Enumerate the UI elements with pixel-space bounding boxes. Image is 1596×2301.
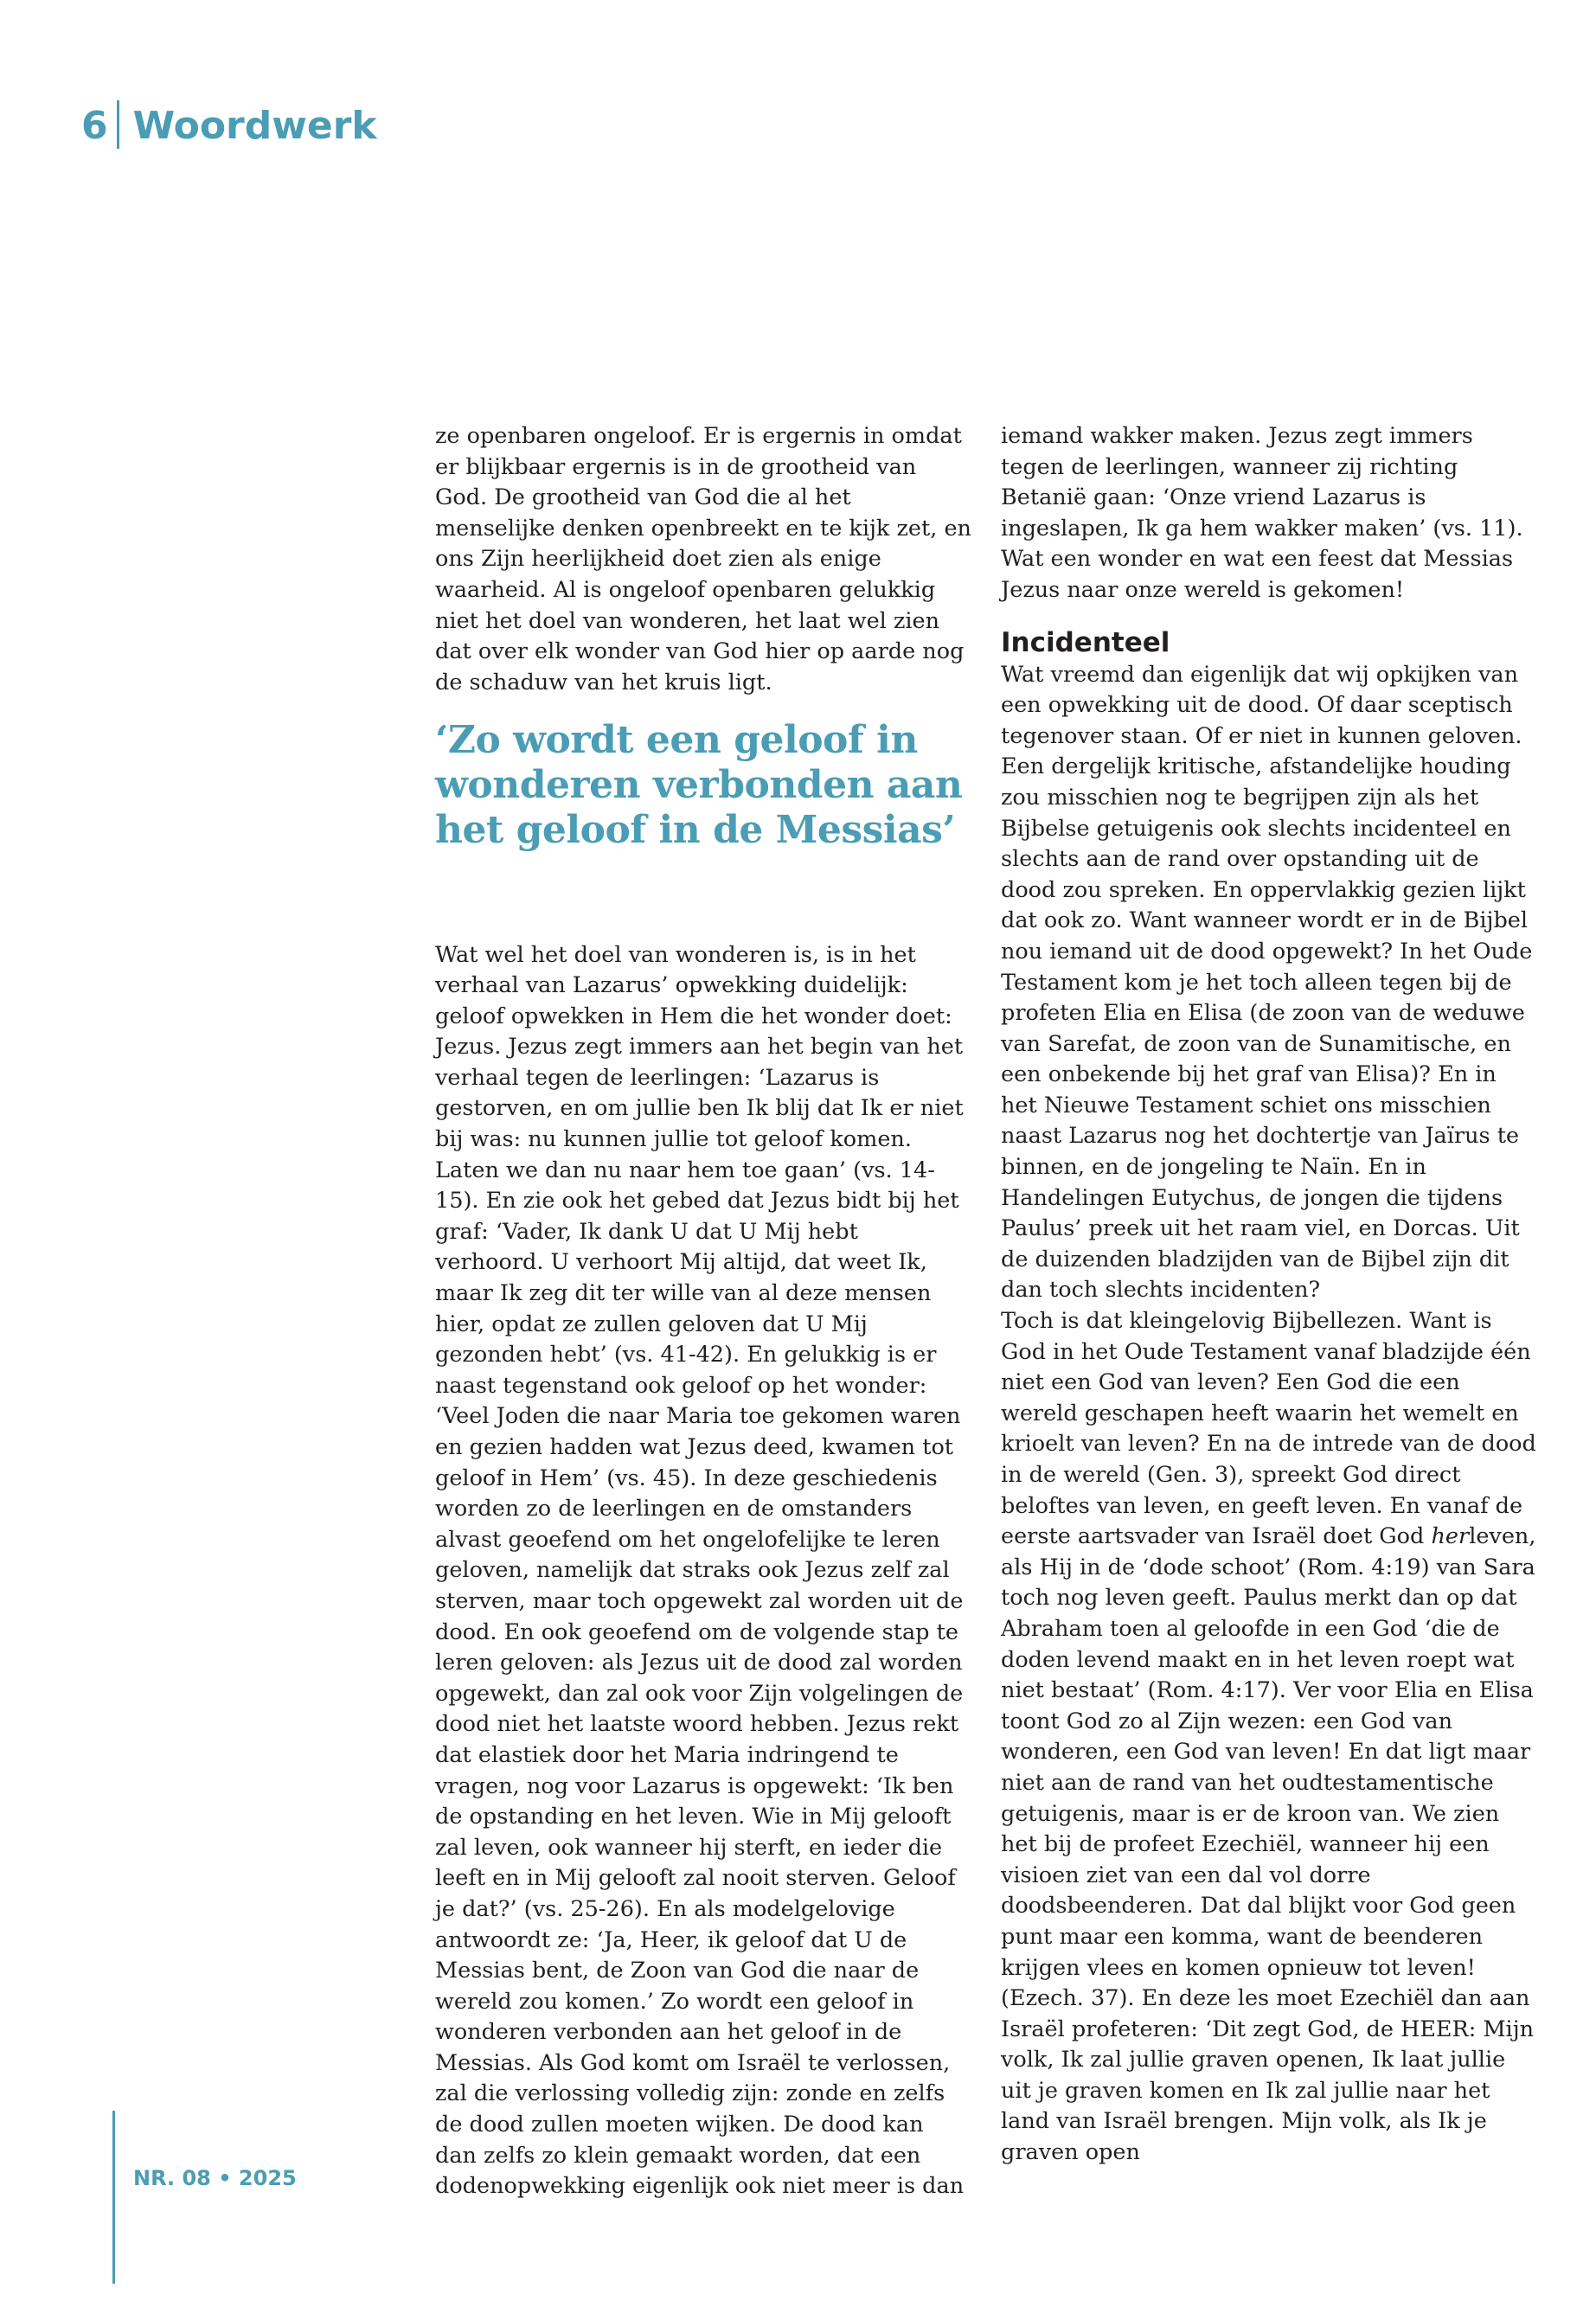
- section-title: Woordwerk: [132, 104, 377, 148]
- pull-quote: ‘Zo wordt een geloof in wonderen verbonden aan het geloof in de Messias’: [435, 718, 963, 852]
- right-paragraph-2: Wat vreemd dan eigenlijk dat wij opkijken van een opwekking uit de dood. Of daar sceptisch tegenover staan. Of er niet in kunnen geloven. Een dergelijk kritische, afstandelijke houding zou misschien nog te begrijpen zijn als het Bijbelse getuigenis ook slechts incidenteel en slechts aan de rand over opstanding uit de dood zou spreken. En oppervlakkig gezien lijkt dat ook zo. Want wanneer wordt er in de Bijbel nou iemand uit de dood opgewekt? In het Oude Testament kom je het toch alleen tegen bij de profeten Elia en Elisa (de zoon van de weduwe van Sarefat, de zoon van de Sunamitische, en een onbekende bij het graf van Elisa)? En in het Nieuwe Testament schiet ons misschien naast Lazarus nog het dochtertje van Jaïrus te binnen, en de jongeling te Naïn. En in Handelingen Eutychus, de jongen die tijdens Paulus’ preek uit het raam viel, en Dorcas. Uit de duizenden bladzijden van de Bijbel zijn dit dan toch slechts incidenten?: [1001, 661, 1533, 1304]
- subheading: Incidenteel: [1001, 626, 1170, 658]
- right-column: [1001, 421, 1537, 2169]
- right-paragraph-3-a: Toch is dat kleingelovig Bijbellezen. Want is God in het Oude Testament vanaf bladzijde één niet een God van leven? Een God die een wereld geschapen heeft waarin het wemelt en krioelt van leven? En na de intrede van de dood in de wereld (Gen. 3), spreekt God direct beloftes van leven, en geeft leven. En vanaf de eerste aartsvader van Israël doet God: [1001, 1308, 1536, 1550]
- page-number: 6: [81, 104, 108, 148]
- left-paragraph-1: ze openbaren ongeloof. Er is ergernis in omdat er blijkbaar ergernis is in de grootheid van God. De grootheid van God die al het menselijke denken openbreekt en te kijk zet, en ons Zijn heerlijkheid doet zien als enige waarheid. Al is ongeloof openbaren gelukkig niet het doel van wonderen, het laat wel zien dat over elk wonder van God hier op aarde nog de schaduw van het kruis ligt.: [435, 423, 971, 695]
- right-paragraph-3: [1001, 1306, 1537, 2169]
- right-paragraph-1: iemand wakker maken. Jezus zegt immers tegen de leerlingen, wanneer zij richting Betanië gaan: ‘Onze vriend Lazarus is ingeslapen, Ik ga hem wakker maken’ (vs. 11). Wat een wonder en wat een feest dat Messias Jezus naar onze wereld is gekomen!: [1001, 423, 1523, 603]
- emphasis-her: her: [1431, 1523, 1470, 1550]
- left-column: [435, 421, 971, 698]
- left-paragraph-2: Wat wel het doel van wonderen is, is in het verhaal van Lazarus’ opwekking duidelijk: geloof opwekken in Hem die het wonder doet: Jezus. Jezus zegt immers aan het begin van het verhaal tegen de leerlingen: ‘Lazarus is gestorven, en om jullie ben Ik blij dat Ik er niet bij was: nu kunnen jullie tot geloof komen. Laten we dan nu naar hem toe gaan’ (vs. 14-15). En zie ook het gebed dat Jezus bidt bij het graf: ‘Vader, Ik dank U dat U Mij hebt verhoord. U verhoort Mij altijd, dat weet Ik, maar Ik zeg dit ter wille van al deze mensen hier, opdat ze zullen geloven dat U Mij gezonden hebt’ (vs. 41-42). En gelukkig is er naast tegenstand ook geloof op het wonder: ‘Veel Joden die naar Maria toe gekomen waren en gezien hadden wat Jezus deed, kwamen tot geloof in Hem’ (vs. 45). In deze geschiedenis worden zo de leerlingen en de omstanders alvast geoefend om het ongelofelijke te leren geloven, namelijk dat straks ook Jezus zelf zal sterven, maar toch opgewekt zal worden uit de dood. En ook geoefend om de volgende stap te leren geloven: als Jezus uit de dood zal worden opgewekt, dan zal ook voor Zijn volgelingen de dood niet het laatste woord hebben. Jezus rekt dat elastiek door het Maria indringend te vragen, nog voor Lazarus is opgewekt: ‘Ik ben de opstanding en het leven. Wie in Mij gelooft zal leven, ook wanneer hij sterft, en ieder die leeft en in Mij gelooft zal nooit sterven. Geloof je dat?’ (vs. 25-26). En als modelgelovige antwoordt ze: ‘Ja, Heer, ik geloof dat U de Messias bent, de Zoon van God die naar de wereld zou komen.’ Zo wordt een geloof in wonderen verbonden aan het geloof in de Messias. Als God komt om Israël te verlossen, zal die verlossing volledig zijn: zonde en zelfs de dood zullen moeten wijken. De dood kan dan zelfs zo klein gemaakt worden, dat een dodenopwekking eigenlijk ook niet meer is dan: [435, 941, 965, 2200]
- header-divider: [117, 100, 119, 149]
- left-column-continued: [435, 918, 971, 2224]
- right-paragraph-3-b: leven, als Hij in de ‘dode schoot’ (Rom. 4:19) van Sara toch nog leven geeft. Paulus merkt dan op dat Abraham toen al geloofde in een God ‘die de doden levend maakt en in het leven roept wat niet bestaat’ (Rom. 4:17). Ver voor Elia en Elisa toont God zo al Zijn wezen: een God van wonderen, een God van leven! En dat ligt maar niet aan de rand van het oudtestamentische getuigenis, maar is er de kroon van. We zien het bij de profeet Ezechiël, wanneer hij een visioen ziet van een dal vol dorre doodsbeenderen. Dat dal blijkt voor God geen punt maar een komma, want de beenderen krijgen vlees en komen opnieuw tot leven! (Ezech. 37). En deze les moet Ezechiël dan aan Israël profeteren: ‘Dit zegt God, de HEER: Mijn volk, Ik zal jullie graven openen, Ik laat jullie uit je graven komen en Ik zal jullie naar het land van Israël brengen. Mijn volk, als Ik je graven open: [1001, 1523, 1536, 2166]
- footer-divider: [112, 2111, 115, 2284]
- page-header: [81, 90, 377, 148]
- issue-label: NR. 08 • 2025: [133, 2166, 297, 2190]
